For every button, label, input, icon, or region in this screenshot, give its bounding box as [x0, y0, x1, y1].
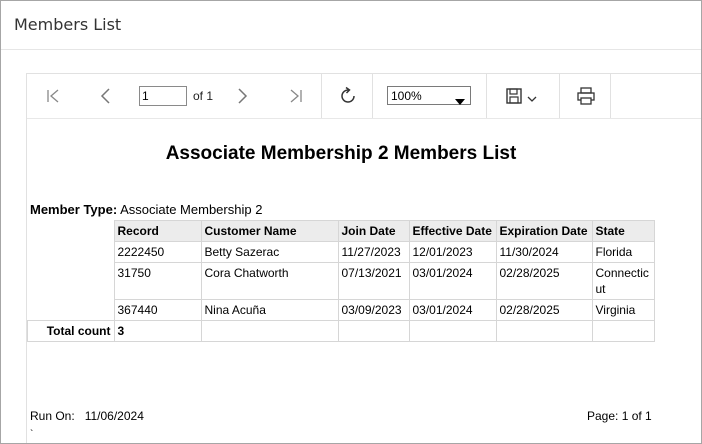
expiration-date-cell: 02/28/2025 — [496, 300, 592, 321]
join-date-cell: 03/09/2023 — [338, 300, 409, 321]
refresh-icon — [338, 86, 358, 106]
chevron-left-icon — [98, 87, 114, 105]
join-date-cell: 07/13/2021 — [338, 263, 409, 300]
member-type-value: Associate Membership 2 — [120, 202, 263, 217]
column-header: Effective Date — [409, 221, 496, 242]
members-table — [27, 220, 655, 342]
page-count-label: of 1 — [193, 89, 214, 103]
customer-name-cell: Cora Chatworth — [201, 263, 338, 300]
record-cell: 367440 — [114, 300, 201, 321]
zoom-select[interactable] — [387, 86, 471, 105]
state-cell: Florida — [592, 242, 654, 263]
state-cell: Connectic ut — [592, 263, 654, 300]
expiration-date-cell: 11/30/2024 — [496, 242, 592, 263]
column-header: Join Date — [338, 221, 409, 242]
table-row — [28, 300, 655, 321]
total-count-value: 3 — [114, 321, 201, 342]
export-save-button[interactable] — [505, 84, 545, 108]
spacer-cell — [28, 221, 115, 242]
column-header: Record — [114, 221, 201, 242]
toolbar-divider — [486, 74, 487, 118]
table-header-row — [28, 221, 655, 242]
toolbar-divider — [610, 74, 611, 118]
table-row — [28, 242, 655, 263]
empty-cell — [409, 321, 496, 342]
title-divider — [1, 49, 701, 50]
member-type-line — [30, 202, 262, 217]
record-cell: 2222450 — [114, 242, 201, 263]
table-row — [28, 263, 655, 300]
spacer-cell — [28, 242, 115, 263]
zoom-value: 100% — [391, 89, 422, 103]
save-icon — [505, 87, 523, 105]
spacer-cell — [28, 300, 115, 321]
toolbar-divider — [372, 74, 373, 118]
first-page-icon — [45, 88, 61, 104]
previous-page-button[interactable] — [94, 84, 118, 108]
column-header: State — [592, 221, 654, 242]
window-title: Members List — [14, 15, 122, 34]
print-button[interactable] — [574, 84, 598, 108]
effective-date-cell: 12/01/2023 — [409, 242, 496, 263]
spacer-cell — [28, 263, 115, 300]
state-cell: Virginia — [592, 300, 654, 321]
expiration-date-cell: 02/28/2025 — [496, 263, 592, 300]
stray-mark: ` — [30, 429, 34, 440]
member-type-label: Member Type: — [30, 202, 118, 217]
run-on-label: Run On: — [30, 409, 75, 423]
report-title: Associate Membership 2 Members List — [165, 143, 517, 164]
effective-date-cell: 03/01/2024 — [409, 300, 496, 321]
last-page-icon — [288, 88, 304, 104]
empty-cell — [201, 321, 338, 342]
last-page-button[interactable] — [284, 84, 308, 108]
record-cell: 31750 — [114, 263, 201, 300]
chevron-right-icon — [234, 87, 250, 105]
toolbar-divider — [321, 74, 322, 118]
chevron-down-icon — [527, 96, 537, 103]
toolbar-divider — [559, 74, 560, 118]
print-icon — [576, 87, 596, 105]
run-on-date: 11/06/2024 — [84, 409, 144, 423]
effective-date-cell: 03/01/2024 — [409, 263, 496, 300]
column-header: Customer Name — [201, 221, 338, 242]
chevron-down-icon — [455, 93, 465, 112]
empty-cell — [338, 321, 409, 342]
customer-name-cell: Nina Acuña — [201, 300, 338, 321]
viewer-toolbar — [27, 74, 702, 119]
refresh-button[interactable] — [336, 84, 360, 108]
first-page-button[interactable] — [41, 84, 65, 108]
run-on-footer — [30, 409, 144, 423]
page-number-input[interactable]: 1 — [139, 86, 187, 106]
column-header: Expiration Date — [496, 221, 592, 242]
customer-name-cell: Betty Sazerac — [201, 242, 338, 263]
next-page-button[interactable] — [230, 84, 254, 108]
total-row — [28, 321, 655, 342]
empty-cell — [592, 321, 654, 342]
empty-cell — [496, 321, 592, 342]
join-date-cell: 11/27/2023 — [338, 242, 409, 263]
total-count-label: Total count — [28, 321, 115, 342]
page-footer: Page: 1 of 1 — [587, 409, 652, 423]
